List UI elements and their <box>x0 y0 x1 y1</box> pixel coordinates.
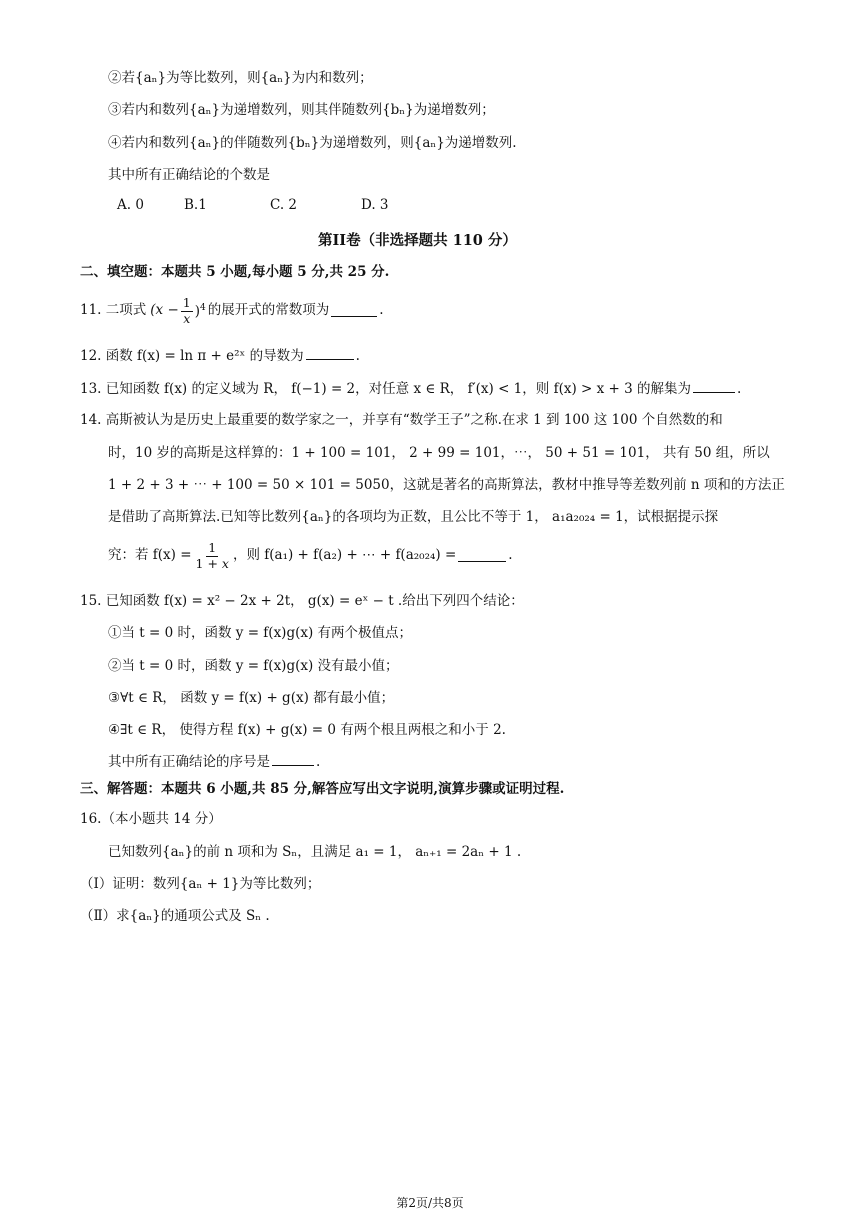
q16-stem: 已知数列{aₙ}的前 n 项和为 Sₙ，且满足 a₁ = 1， aₙ₊₁ = 2aₙ + 1 . <box>108 844 522 860</box>
statement-4: ④若内和数列{aₙ}的伴随数列{bₙ}为递增数列，则{aₙ}为递增数列. <box>108 135 517 151</box>
q14-line-5: 究：若 f(x) = $\frac{1}{1 + x}$ ，则 f(a₁) + f(a₂) + ⋯ + f(a₂₀₂₄) = . <box>108 540 513 571</box>
q16-part-1: （Ⅰ）证明：数列{aₙ + 1}为等比数列； <box>80 876 321 892</box>
question-12: 12. 函数 f(x) = ln π + e²ˣ 的导数为 . <box>80 348 360 364</box>
q14-line-2: 时，10 岁的高斯是这样算的：1 + 100 = 101， 2 + 99 = 101，⋯， 50 + 51 = 101， 共有 50 组，所以 <box>108 445 770 461</box>
option-c: C. 2 <box>270 197 298 213</box>
question-13: 13. 已知函数 f(x) 的定义域为 R， f(−1) = 2，对任意 x ∈ R， f′(x) < 1，则 f(x) > x + 3 的解集为 . <box>80 381 742 397</box>
page-footer: 第2页/共8页 <box>396 1196 464 1210</box>
q13-text: 13. 已知函数 f(x) 的定义域为 R， f(−1) = 2，对任意 x ∈ R， f′(x) < 1，则 f(x) > x + 3 的解集为 <box>80 381 691 397</box>
q15-conclusion-3: ③∀t ∈ R， 函数 y = f(x) + g(x) 都有最小值； <box>108 690 395 706</box>
q14-line-5-end: ，则 f(a₁) + f(a₂) + ⋯ + f(a₂₀₂₄) = <box>232 547 457 564</box>
q15-conclusion-1: ①当 t = 0 时，函数 y = f(x)g(x) 有两个极值点； <box>108 625 413 641</box>
q14-line-4: 是借助了高斯算法.已知等比数列{aₙ}的各项均为正数，且公比不等于 1， a₁a₂₀₂₄ = 1，试根据提示探 <box>108 509 719 525</box>
q15-stem: 15. 已知函数 f(x) = x² − 2x + 2t， g(x) = eˣ − t .给出下列四个结论： <box>80 593 524 609</box>
part3-heading: 三、解答题：本题共 6 小题,共 85 分,解答应写出文字说明,演算步骤或证明过程. <box>80 781 565 797</box>
option-a: A. 0 <box>117 197 144 213</box>
statement-3: ③若内和数列{aₙ}为递增数列，则其伴随数列{bₙ}为递增数列； <box>108 102 495 118</box>
answer-blank <box>693 382 735 393</box>
option-d: D. 3 <box>361 197 389 213</box>
fraction-1-over-x: $\frac{1}{x}$ <box>182 295 191 326</box>
q14-line-1: 14. 高斯被认为是历史上最重要的数学家之一，并享有“数学王子”之称.在求 1 到 100 这 100 个自然数的和 <box>80 412 723 428</box>
q11-expression: (x − $\frac{1}{x}$ )$^4$ <box>150 295 206 326</box>
q15-prompt: 其中所有正确结论的序号是 . <box>108 754 321 770</box>
statement-2: ②若{aₙ}为等比数列，则{aₙ}为内和数列； <box>108 70 373 86</box>
answer-blank <box>331 306 377 317</box>
q12-text: 12. 函数 f(x) = ln π + e²ˣ 的导数为 <box>80 348 304 364</box>
q14-line-3: 1 + 2 + 3 + ⋯ + 100 = 50 × 101 = 5050，这就是著名的高斯算法，教材中推导等差数列前 n 项和的方法正 <box>108 477 785 493</box>
question-11: 11. 二项式 (x − $\frac{1}{x}$ )$^4$ 的展开式的常数项为 . <box>80 295 384 326</box>
q16-title: 16.（本小题共 14 分） <box>80 811 222 827</box>
fraction-1-over-1-plus-x: $\frac{1}{1 + x}$ <box>195 540 229 571</box>
q11-label: 11. 二项式 <box>80 302 147 319</box>
q11-text: 的展开式的常数项为 <box>207 302 330 319</box>
q15-conclusion-2: ②当 t = 0 时，函数 y = f(x)g(x) 没有最小值； <box>108 658 399 674</box>
answer-blank <box>306 349 354 360</box>
q15-prompt-text: 其中所有正确结论的序号是 <box>108 754 270 770</box>
q16-part-2: （Ⅱ）求{aₙ}的通项公式及 Sₙ . <box>80 908 270 924</box>
answer-blank <box>458 551 506 562</box>
q14-line-5-start: 究：若 f(x) = <box>108 547 192 564</box>
answer-blank <box>272 755 314 766</box>
q10-prompt: 其中所有正确结论的个数是 <box>108 167 270 183</box>
q15-conclusion-4: ④∃t ∈ R， 使得方程 f(x) + g(x) = 0 有两个根且两根之和小于 2. <box>108 722 506 738</box>
section-title: 第II卷（非选择题共 110 分） <box>318 232 517 249</box>
option-b: B.1 <box>184 197 207 213</box>
part2-heading: 二、填空题：本题共 5 小题,每小题 5 分,共 25 分. <box>80 264 390 280</box>
